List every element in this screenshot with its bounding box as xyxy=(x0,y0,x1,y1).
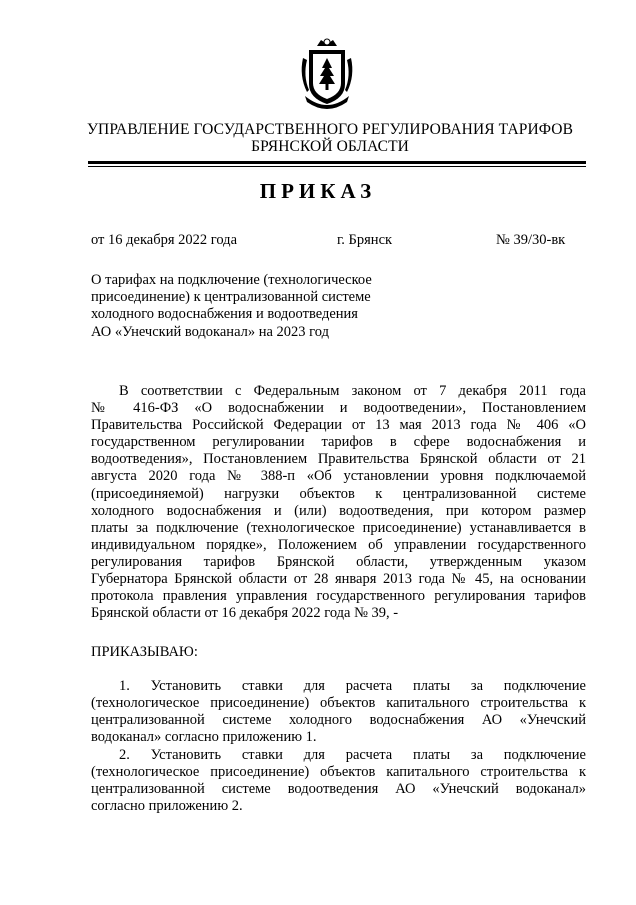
item-line: согласно приложению 2. xyxy=(91,798,243,815)
preamble-line: платы за подключение (технологическое присоединение) устанавливается в xyxy=(91,519,586,536)
order-heading: ПРИКАЗЫВАЮ: xyxy=(91,644,198,660)
preamble-line: государственном регулировании тарифов в сфере водоснабжения и xyxy=(91,434,586,451)
document-date: от 16 декабря 2022 года xyxy=(91,232,237,248)
item-line: централизованной системе холодного водоснабжения АО «Унечский xyxy=(91,712,586,729)
preamble-line: индивидуальном порядке», Положением об управлении государственного xyxy=(91,536,586,553)
preamble-line: августа 2020 года № 388-п «Об установлении уровня подключаемой xyxy=(91,468,586,485)
coat-of-arms-icon xyxy=(295,36,359,112)
order-item-1 xyxy=(91,678,586,746)
preamble-line: № 416-ФЗ «О водоснабжении и водоотведении», Постановлением xyxy=(91,400,586,417)
document-number: № 39/30-вк xyxy=(496,232,566,248)
item-line: 2. Установить ставки для расчета платы за подключение xyxy=(119,747,586,763)
organization-name-line1: УПРАВЛЕНИЕ ГОСУДАРСТВЕННОГО РЕГУЛИРОВАНИЯ ТАРИФОВ xyxy=(86,121,574,138)
document-city: г. Брянск xyxy=(337,232,393,248)
preamble-line: (присоединяемой) нагрузки объектов к централизованной системе xyxy=(91,485,586,502)
preamble-line: водоотведения», Постановлением Правительства Брянской области от 21 xyxy=(91,451,586,468)
preamble-line: регулирования тарифов Брянской области, утвержденным указом xyxy=(91,553,586,570)
preamble-line: холодного водоснабжения и (или) водоотведения, при котором размер xyxy=(91,502,586,519)
subject-line: О тарифах на подключение (технологическое xyxy=(91,272,372,288)
header-divider-thick xyxy=(88,161,586,164)
item-line: (технологическое присоединение) объектов капитального строительства к xyxy=(91,764,586,781)
item-line: централизованной системе водоотведения АО «Унечский водоканал» xyxy=(91,781,586,798)
item-line: 1. Установить ставки для расчета платы за подключение xyxy=(119,678,586,694)
preamble-paragraph xyxy=(91,383,586,622)
header-divider-thin xyxy=(88,166,586,167)
subject-line: АО «Унечский водоканал» на 2023 год xyxy=(91,323,329,340)
preamble-line: В соответствии с Федеральным законом от 7 декабря 2011 года xyxy=(119,383,586,399)
item-line: (технологическое присоединение) объектов капитального строительства к xyxy=(91,695,586,712)
document-title: ПРИКАЗ xyxy=(259,179,377,203)
organization-name-line2: БРЯНСКОЙ ОБЛАСТИ xyxy=(251,138,409,155)
subject-line: холодного водоснабжения и водоотведения xyxy=(91,306,358,323)
preamble-line: Губернатора Брянской области от 28 января 2013 года № 45, на основании xyxy=(91,571,586,588)
preamble-line: Правительства Российской Федерации от 13 мая 2013 года № 406 «О xyxy=(91,417,586,434)
preamble-line: Брянской области от 16 декабря 2022 года № 39, - xyxy=(91,605,399,622)
item-line: водоканал» согласно приложению 1. xyxy=(91,729,317,746)
subject-line: присоединение) к централизованной системе xyxy=(91,289,371,306)
preamble-line: протокола правления управления государственного регулирования тарифов xyxy=(91,588,586,605)
order-item-2 xyxy=(91,747,586,815)
document-subject xyxy=(91,272,411,341)
